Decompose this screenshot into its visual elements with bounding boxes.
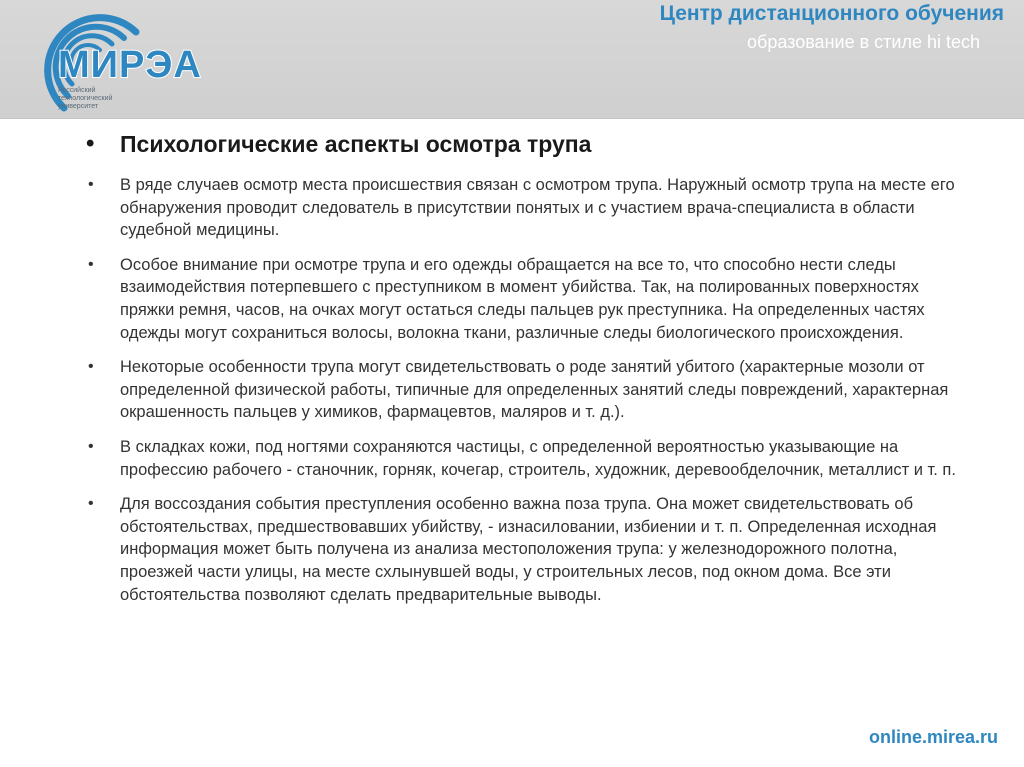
footer-link[interactable]: online.mirea.ru [868, 727, 998, 747]
list-item-text: В ряде случаев осмотр места происшествия связан с осмотром трупа. Наружный осмотр трупа на месте его обнаружения проводит следователь в присутствии понятых и с участием врача-специалиста в области судебной медицины. [120, 176, 955, 240]
list-item-text: Некоторые особенности трупа могут свидетельствовать о роде занятий убитого (характерные мозоли от определенной физической работы, типичные для определенных занятий следы повреждений, характерная окрашенность пальцев у химиков, фармацевтов, маляров и т. д.). [120, 358, 949, 422]
slide-title-row [82, 128, 972, 160]
logo-wordmark: МИРЭА [58, 44, 202, 86]
list-item [82, 436, 972, 481]
slide-title: Психологические аспекты осмотра трупа [120, 131, 592, 157]
bullet-icon: • [86, 130, 95, 157]
bullet-icon: • [88, 437, 94, 455]
logo-subtitle: Российский технологический университет [58, 87, 113, 110]
list-item [82, 493, 972, 606]
bullet-icon: • [88, 176, 94, 193]
bullet-icon: • [88, 255, 94, 273]
header-bar [0, 0, 1024, 119]
list-item [82, 174, 972, 242]
center-subtitle: образование в стиле hi tech [747, 32, 980, 52]
bullet-list [82, 174, 972, 606]
bullet-icon: • [88, 358, 94, 376]
list-item-text: Особое внимание при осмотре трупа и его одежды обращается на все то, что способно нести следы взаимодействия потерпевшего с преступником в момент убийства. Так, на полированных поверхностях пряжки ремня, часов, на очках могут остаться следы пальцев рук преступника. На определенных частях одежды могут сохраниться волосы, волокна ткани, различные следы биологического происхождения. [120, 255, 925, 342]
bullet-icon: • [88, 495, 94, 513]
mirea-logo[interactable] [6, 4, 202, 112]
list-item-text: Для воссоздания события преступления особенно важна поза трупа. Она может свидетельствовать об обстоятельствах, предшествовавших убийству, - изнасиловании, избиении и т. п. Определенная исходная информация может быть получена из анализа местоположения трупа: у железнодорожного полотна, проезжей части улицы, на месте схлынувшей воды, у строительных лесов, под окном дома. Все эти обстоятельства позволяют сделать предварительные выводы. [120, 495, 937, 604]
list-item [82, 356, 972, 424]
center-title: Центр дистанционного обучения [659, 2, 1004, 25]
slide-content [82, 128, 972, 618]
list-item [82, 254, 972, 344]
list-item-text: В складках кожи, под ногтями сохраняются частицы, с определенной вероятностью указывающие на профессию рабочего - станочник, горняк, кочегар, строитель, художник, деревообделочник, металлист и т. п. [120, 437, 956, 479]
